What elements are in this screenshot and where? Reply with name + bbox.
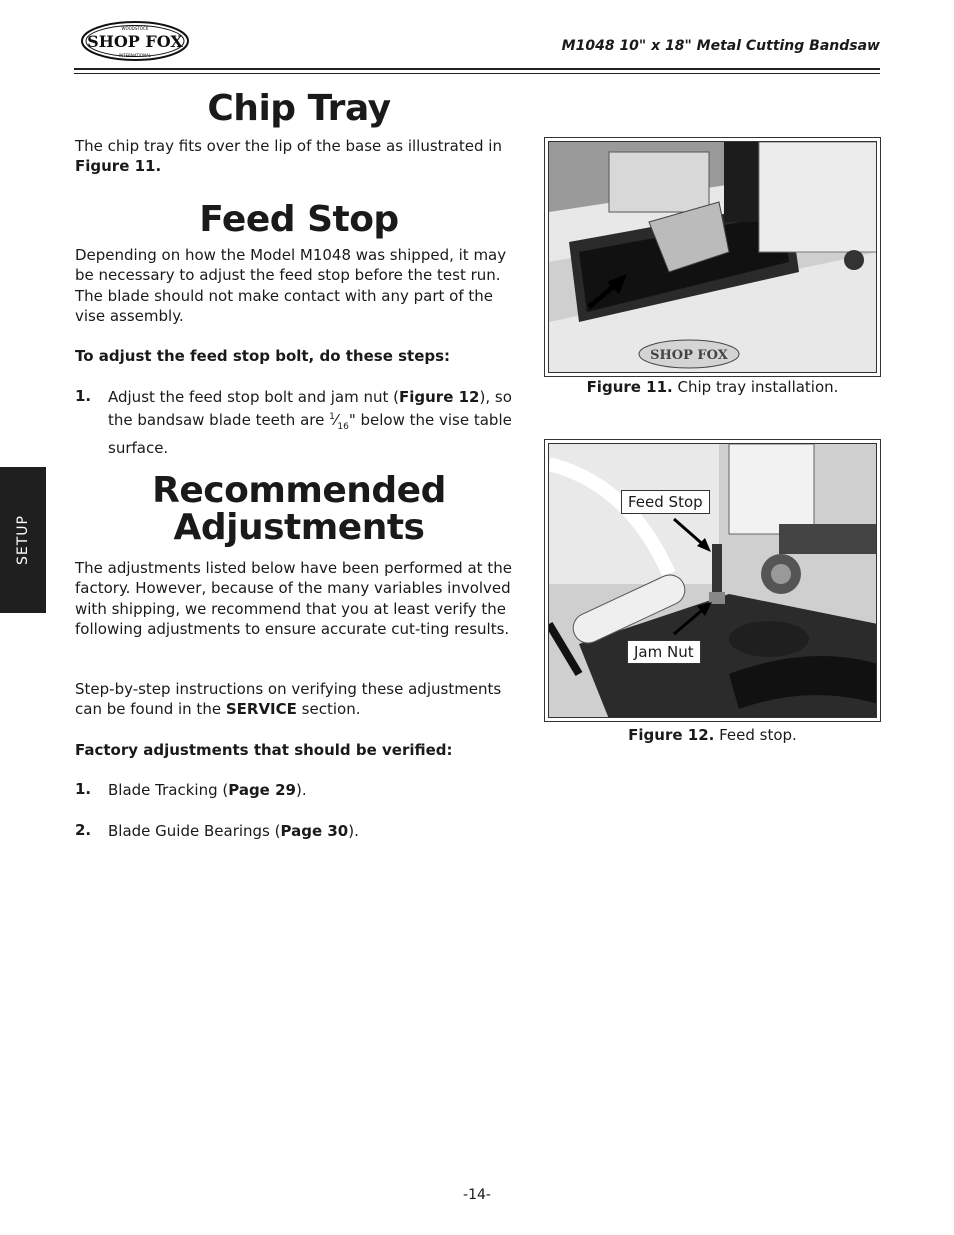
shop-fox-logo — [80, 20, 190, 62]
feed-stop-paragraph: Depending on how the Model M1048 was shipped, it may be necessary to adjust the feed stop before the test run. The blade should not make contact with any part of the vise assembly. — [75, 246, 507, 325]
recommended-paragraph-2: Step-by-step instructions on verifying these adjustments can be found in the SERVICE section. — [75, 680, 502, 719]
heading-chip-tray: Chip Tray — [207, 88, 391, 129]
figure-11-image — [544, 137, 881, 377]
figure-11-caption: Figure 11. Chip tray installation. — [586, 378, 839, 396]
feed-stop-steps-intro: To adjust the feed stop bolt, do these steps: — [75, 347, 451, 365]
factory-adjustments-intro: Factory adjustments that should be verified: — [75, 741, 453, 759]
svg-text:INTERNATIONAL: INTERNATIONAL — [118, 53, 152, 58]
list-item-blade-tracking: Blade Tracking (Page 29). — [108, 781, 307, 799]
list-item-number: 2. — [75, 821, 92, 839]
header-divider — [74, 68, 880, 70]
document-title: M1048 10" x 18" Metal Cutting Bandsaw — [561, 38, 880, 54]
logo-text: SHOP FOX — [87, 32, 183, 51]
feed-stop-step-1: Adjust the feed stop bolt and jam nut (Figure 12), so the bandsaw blade teeth are $^1⁄_{16}$" below the vise table surface. — [108, 388, 512, 457]
chip-tray-paragraph: The chip tray fits over the lip of the base as illustrated in Figure 11. — [75, 137, 502, 176]
page-number: -14- — [463, 1187, 491, 1203]
heading-recommended-adjustments: Recommended Adjustments — [152, 470, 446, 548]
figure-12-caption: Figure 12. Feed stop. — [628, 726, 797, 744]
side-tab-label: SETUP — [15, 515, 31, 565]
figure-12-image — [544, 439, 881, 722]
svg-text:WOODSTOCK: WOODSTOCK — [121, 26, 149, 31]
header-divider-thin — [74, 73, 880, 74]
callout-jam-nut: Jam Nut — [627, 640, 701, 664]
callout-feed-stop: Feed Stop — [621, 490, 710, 514]
section-side-tab — [0, 467, 46, 613]
machine-logo: SHOP FOX — [650, 348, 728, 363]
list-item-blade-guide-bearings: Blade Guide Bearings (Page 30). — [108, 822, 359, 840]
heading-feed-stop: Feed Stop — [199, 199, 399, 240]
step-number: 1. — [75, 387, 92, 405]
recommended-paragraph-1: The adjustments listed below have been performed at the factory. However, because of the many variables involved with shipping, we recommend that you at least verify the following adjustments to ensure accurate cut-ting results. — [75, 559, 512, 638]
list-item-number: 1. — [75, 780, 92, 798]
